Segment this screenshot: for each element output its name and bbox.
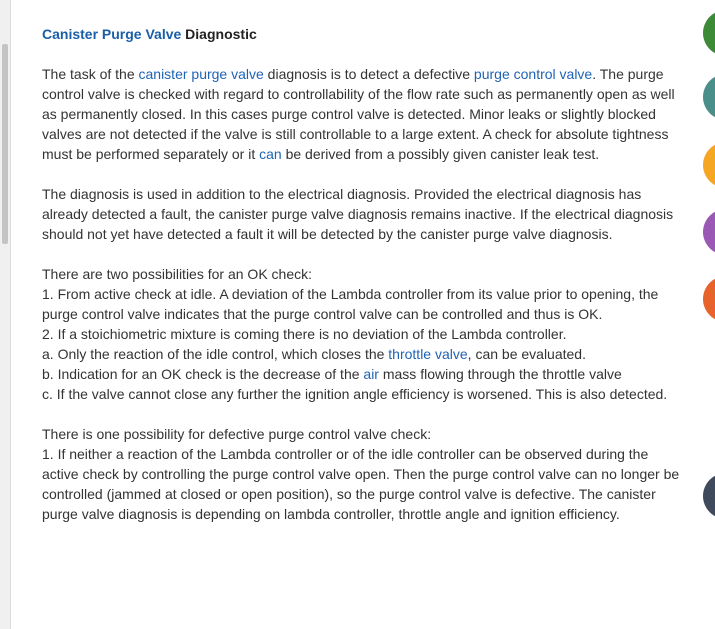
- ok-check-item-c: c. If the valve cannot close any further the ignition angle efficiency is worsened. This is also detected.: [42, 386, 668, 402]
- side-button-orange[interactable]: [703, 142, 715, 188]
- text-segment: diagnosis is to detect a defective: [263, 66, 474, 82]
- link-throttle-valve[interactable]: throttle valve: [388, 346, 468, 362]
- link-canister-purge-valve[interactable]: canister purge valve: [138, 66, 264, 82]
- text-segment: b. Indication for an OK check is the decrease of the: [42, 366, 364, 382]
- text-segment: , can be evaluated.: [467, 346, 586, 362]
- text-segment: . The purge control valve is checked with regard to controllability of the flow rate such as permanently open as well as permanently closed. In this cases purge control valve is detected. Minor leaks or slightly blocked valves are not detected if the valve is still controllable to a large extent. A check for absolute tightness must be performed separately or it: [42, 66, 675, 162]
- side-button-dark[interactable]: [703, 473, 715, 519]
- side-button-purple[interactable]: [703, 209, 715, 255]
- link-air[interactable]: air: [363, 366, 379, 382]
- article-content: [42, 24, 682, 544]
- defective-check-paragraph: [42, 424, 682, 524]
- intro-paragraph: [42, 64, 682, 164]
- text-segment: The task of the: [42, 66, 139, 82]
- title-suffix: Diagnostic: [181, 26, 257, 42]
- left-scrollbar[interactable]: [0, 0, 11, 629]
- title-link[interactable]: Canister Purge Valve: [42, 26, 182, 42]
- ok-check-item-1: 1. From active check at idle. A deviation of the Lambda controller from its value prior to opening, the purge control valve indicates that the purge control valve can be controlled and thus is OK.: [42, 286, 659, 322]
- ok-check-intro: There are two possibilities for an OK check:: [42, 266, 313, 282]
- ok-check-paragraph: [42, 264, 682, 404]
- defective-check-item-1: 1. If neither a reaction of the Lambda controller or of the idle controller can be observed during the active check by controlling the purge control valve open. Then the purge control valve can no longer be controlled (jammed at closed or open position), so the purge control valve is defective. The canister purge valve diagnosis is depending on lambda controller, throttle angle and ignition efficiency.: [42, 446, 680, 522]
- page-title: [42, 24, 682, 44]
- text-segment: be derived from a possibly given canister leak test.: [281, 146, 600, 162]
- scrollbar-thumb[interactable]: [2, 44, 8, 244]
- link-can[interactable]: can: [259, 146, 282, 162]
- link-purge-control-valve[interactable]: purge control valve: [473, 66, 593, 82]
- side-button-teal[interactable]: [703, 74, 715, 120]
- defective-check-intro: There is one possibility for defective purge control valve check:: [42, 426, 432, 442]
- text-segment: mass flowing through the throttle valve: [378, 366, 622, 382]
- electrical-diagnosis-paragraph: The diagnosis is used in addition to the electrical diagnosis. Provided the electrical diagnosis has already detected a fault, the canister purge valve diagnosis remains inactive. If the electrical diagnosis should not yet have detected a fault it will be detected by the canister purge valve diagnosis.: [42, 186, 674, 242]
- side-button-green[interactable]: [703, 10, 715, 56]
- side-button-red-orange[interactable]: [703, 276, 715, 322]
- text-segment: a. Only the reaction of the idle control, which closes the: [42, 346, 389, 362]
- ok-check-item-2: 2. If a stoichiometric mixture is coming there is no deviation of the Lambda controller.: [42, 326, 567, 342]
